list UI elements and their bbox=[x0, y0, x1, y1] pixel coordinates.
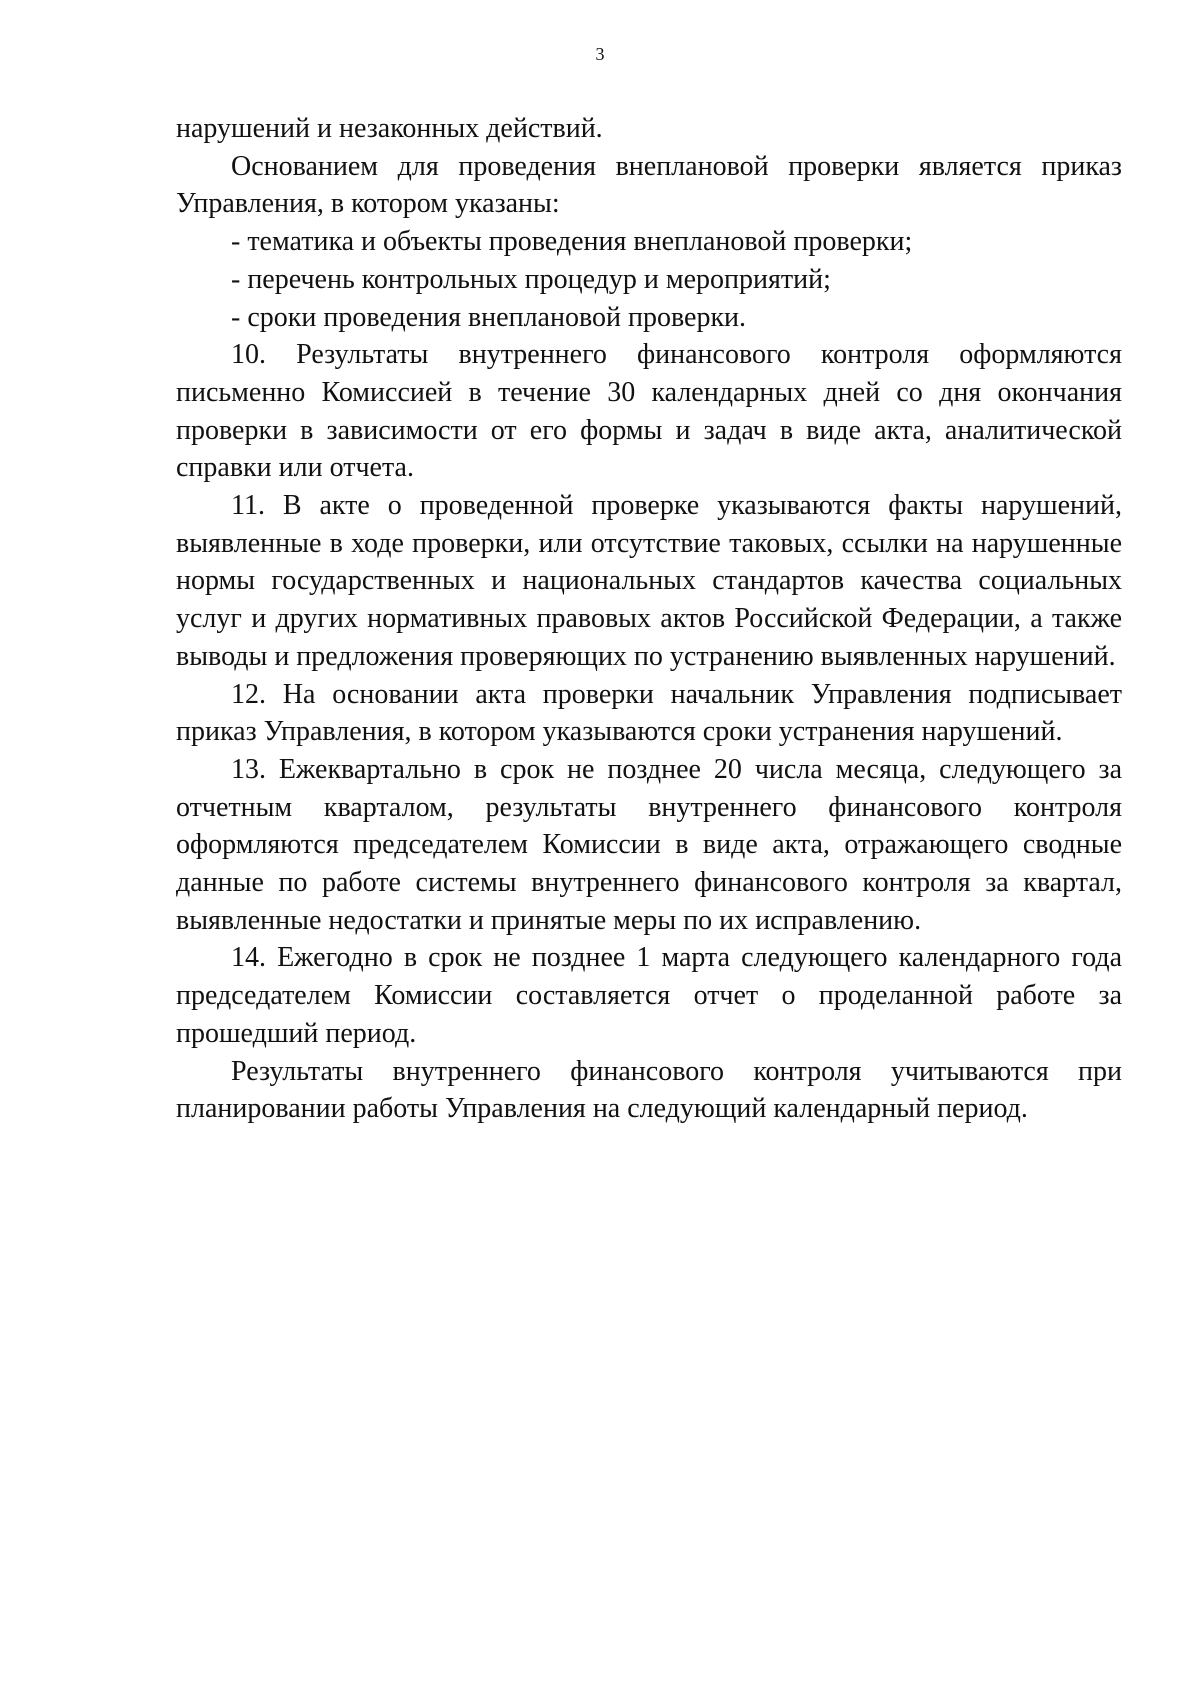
paragraph-11: 11. В акте о проведенной проверке указываются факты нарушений, выявленные в ходе проверки, или отсутствие таковых, ссылки на нарушенные нормы государственных и национальных стандартов качества социальных услуг и других нормативных правовых актов Российской Федерации, а также выводы и предложения проверяющих по устранению выявленных нарушений. bbox=[176, 490, 1122, 672]
paragraph-basis: Основанием для проведения внеплановой проверки является приказ Управления, в котором указаны: bbox=[176, 150, 1122, 220]
page-number: 3 bbox=[595, 44, 605, 64]
list-item-procedures: - перечень контрольных процедур и мероприятий; bbox=[231, 263, 831, 295]
paragraph-13: 13. Ежеквартально в срок не позднее 20 числа месяца, следующего за отчетным кварталом, результаты внутреннего финансового контроля оформляются председателем Комиссии в виде акта, отражающего сводные данные по работе системы внутреннего финансового контроля за квартал, выявленные недостатки и принятые меры по их исправлению. bbox=[176, 753, 1122, 936]
list-item-deadlines: - сроки проведения внеплановой проверки. bbox=[231, 301, 747, 333]
paragraph-continuation: нарушений и незаконных действий. bbox=[176, 113, 603, 144]
list-item-topics: - тематика и объекты проведения внеплановой проверки; bbox=[231, 226, 913, 258]
paragraph-12: 12. На основании акта проверки начальник Управления подписывает приказ Управления, в котором указываются сроки устранения нарушений. bbox=[176, 678, 1122, 748]
paragraph-results: Результаты внутреннего финансового контроля учитываются при планировании работы Управления на следующий календарный период. bbox=[176, 1055, 1122, 1125]
paragraph-14: 14. Ежегодно в срок не позднее 1 марта следующего календарного года председателем Комиссии составляется отчет о проделанной работе за прошедший период. bbox=[176, 942, 1122, 1049]
paragraph-10: 10. Результаты внутреннего финансового контроля оформляются письменно Комиссией в течение 30 календарных дней со дня окончания проверки в зависимости от его формы и задач в виде акта, аналитической справки или отчета. bbox=[176, 339, 1122, 484]
document-body bbox=[176, 110, 1122, 1128]
